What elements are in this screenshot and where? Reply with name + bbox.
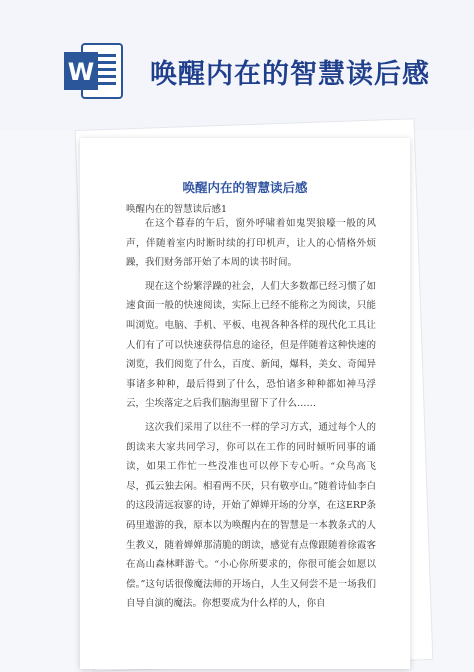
page-title: 唤醒内在的智慧读后感: [150, 59, 430, 90]
document-page: [80, 138, 410, 669]
page-header: [0, 0, 474, 130]
svg-text:W: W: [67, 58, 95, 86]
document-body: [126, 214, 376, 614]
paragraph: 这次我们采用了以往不一样的学习方式，通过每个人的朗读来大家共同学习，你可以在工作的同时倾听同事的诵读，如果工作忙一些没准也可以停下专心听。“众鸟高飞尽，孤云独去闲。相看两不厌，只有敬亭山。”随着诗仙李白的这段清远寂寥的诗，开始了婵婵开场的分享，在这ERP条码里遨游的我，原本以为唤醒内在的智慧是一本教条式的人生教义，随着婵婵那清脆的朗读，感觉有点像跟随着徐霞客在高山森林畔游弋。“小心你所要求的，你很可能会如愿以偿。”这句话很像魔法师的开场白，人生又何尝不是一场我们自导自演的魔法。你想要成为什么样的人，你自: [126, 421, 376, 610]
document-subtitle: 唤醒内在的智慧读后感1: [126, 204, 228, 215]
document-title: 唤醒内在的智慧读后感: [182, 180, 308, 195]
paragraph: 现在这个纷繁浮躁的社会，人们大多数都已经习惯了如速食面一般的快速阅读，实际上已经不能称之为阅读，只能叫浏览。电脑、手机、平板、电视各种各样的现代化工具让人们有了可以快速获得信息的途径，但是伴随着这种快速的浏览，我们阅览了什么，百度、新闻，爆料，美女、奇闻异事诸多种种，最后得到了什么，恐怕诸多种种都如神马浮云，尘埃落定之后我们脑海里留下了什么……: [126, 280, 376, 410]
word-doc-icon: [62, 42, 124, 100]
paragraph: 在这个暮春的午后，窗外呼啸着如鬼哭狼嚎一般的风声，伴随着室内时断时续的打印机声，让人的心情格外烦躁，我们财务部开始了本周的读书时间。: [126, 218, 376, 269]
